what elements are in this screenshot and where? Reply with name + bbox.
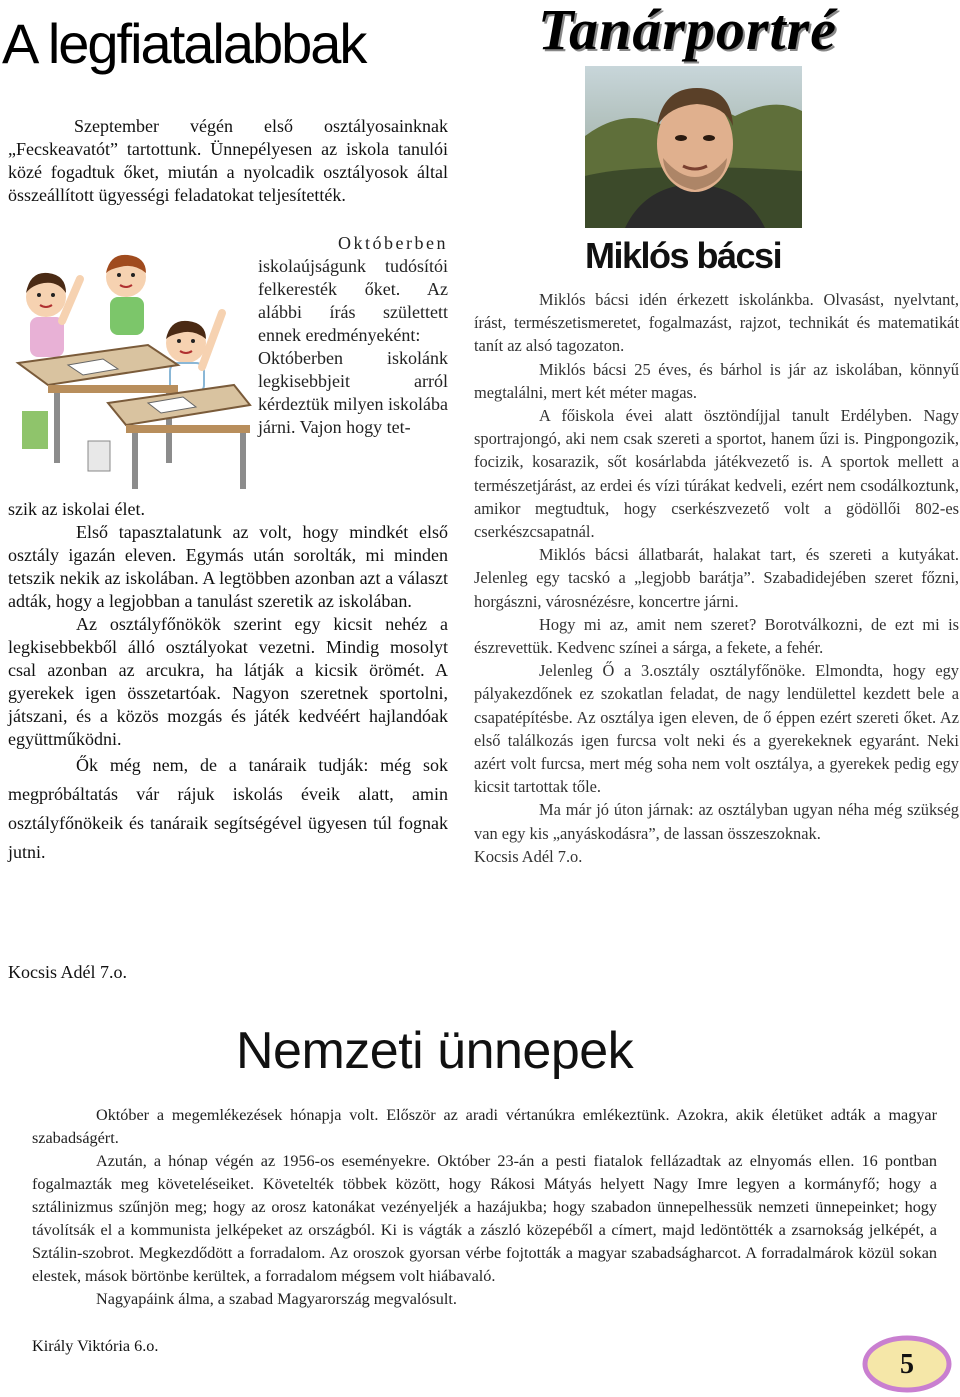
- author-signature-left: Kocsis Adél 7.o.: [8, 962, 127, 982]
- article-intro: [8, 115, 448, 207]
- body-paragraph: Első tapasztalatunk az volt, hogy mindkét első osztály igazán eleven. Egymás után sorolták, mi minden tetszik nekik az iskolában. A legtöbben azonban azt a választ adták, hogy a legjobban a tanulást szeretik az iskolában.: [8, 522, 448, 611]
- body-paragraph: szik az iskolai élet.: [8, 499, 145, 519]
- body-paragraph: Jelenleg Ő a 3.osztály osztályfőnöke. Elmondta, hogy egy pályakezdőnek ez szokatlan feladat, de nagy lendülettel kezdett bele a csapatépítésbe. Az osztálya igen eleven, de ő éppen ezért szereti őket. Az első találkozás igen furcsa volt neki és a gyerekeknek egyaránt. Neki azért volt furcsa, mert még soha nem volt osztálya, a gyerekek pedig egy kicsit tartottak tőle.: [474, 661, 959, 797]
- kids-illustration: [8, 235, 252, 493]
- child-figure: [106, 255, 146, 335]
- body-paragraph: Miklós bácsi állatbarát, halakat tart, és szereti a kutyákat. Jelenleg egy tacskó a „legjobb barátja”. Szabadidejében szeret főzni, horgászni, városnézésre, koncertre járni.: [474, 545, 959, 611]
- body-paragraph: Ma már jó úton járnak: az osztályban ugyan néha még szükség van egy kis „anyáskodásra”, de lassan összeszoknak.: [474, 800, 959, 843]
- teacher-portrait-photo: [585, 66, 802, 228]
- child-figure: [26, 273, 80, 357]
- article-body-right: [474, 288, 959, 868]
- article-title-bottom: Nemzeti ünnepek: [236, 1022, 634, 1080]
- school-desks: [18, 345, 250, 489]
- page-number: 5: [900, 1349, 914, 1380]
- body-paragraph: A főiskola évei alatt ösztöndíjjal tanult Erdélyben. Nagy sportrajongó, aki nem csak szereti a sportot, hanem űzi is. Pingpongozik, focizik, kosarazik, sőt kosárlabda játékvezető is. A sportok mellett a természetjárást, az erdei és vízi túrákat kedveli, ezért nem csodálkoztunk, amikor megtudtuk, hogy cserkészvezető volt a gödöllői 802-es cserkészcsapatnál.: [474, 406, 959, 542]
- wrap-paragraph: iskolaújságunk tudósítói felkeresték őket. Az alábbi írás születtett ennek eredményeként:: [258, 256, 448, 345]
- intro-paragraph: Szeptember végén első osztályosainknak „Fecskeavatót” tartottunk. Ünnepélyesen az iskola tanulói közé fogadtuk őket, miután a nyolcadik osztályosok által összeállított ügyességi feladatokat teljesítették.: [8, 116, 448, 205]
- wrap-paragraph-second: Októberben iskolánk legkisebbjeit arról kérdeztük milyen iskolába járni. Vajon hogy tet-: [258, 348, 448, 437]
- teacher-name-heading: Miklós bácsi: [585, 235, 782, 276]
- author-signature-bottom: Király Viktória 6.o.: [32, 1337, 159, 1355]
- child-figure: [166, 313, 222, 393]
- article-title-left: A legfiatalabbak: [2, 12, 366, 75]
- body-paragraph: Miklós bácsi 25 éves, és bárhol is jár az iskolában, könnyű megtalálni, mert két méter magas.: [474, 359, 959, 402]
- body-paragraph: Ők még nem, de a tanáraik tudják: még sok megpróbáltatás vár rájuk iskolás éveik alatt, amin osztályfőnökeik és tanáraik segítségével ügyesen túl fognak jutni.: [8, 755, 448, 862]
- author-signature-right: Kocsis Adél 7.o.: [474, 846, 583, 866]
- body-paragraph: Miklós bácsi idén érkezett iskolánkba. Olvasást, nyelvtant, írást, természetismeretet, fogalmazást, rajzot, technikát és matematikát tanít az alsó tagozaton.: [474, 290, 959, 356]
- wrap-lead-word: Októberben: [338, 233, 448, 253]
- body-paragraph: Nagyapáink álma, a szabad Magyarország megvalósult.: [96, 1290, 457, 1308]
- body-paragraph: Azután, a hónap végén az 1956-os eseményekre. Október 23-án a pesti fiatalok fellázadtak az elnyomás ellen. 16 pontban fogalmazták meg követeléseiket. Követelték többek között, hogy Rákosi Mátyás helyett Nagy Imre legyen a kormányfő; hogy a sztálinizmus szűnjön meg; hogy az orosz katonákat vezényeljék a hazájukba; hogy szabadon ünnepelhessük nemzeti ünnepeinket; hogy távolítsák el a kommunista jelképeket az országból. Ki is vágták a zászló közepéből a címert, majd ledöntötték a zsarnokság jelképét, a Sztálin-szobrot. Megkezdődött a forradalom. Az oroszok gyorsan vérbe fojtották a magyar szabadságharcot. A forradalmárok közül sokan elestek, mások börtönbe kerültek, a forradalom mégsem volt hiábavaló.: [32, 1152, 937, 1285]
- wrapped-text-block: [258, 232, 448, 439]
- wrap-lead: [258, 232, 448, 255]
- body-paragraph: Hogy mi az, amit nem szeret? Borotválkozni, de ezt mi is észrevettük. Kedvenc színei a sárga, a fekete, a fehér.: [474, 614, 959, 658]
- article-body-left: [8, 498, 448, 867]
- body-paragraph: Az osztályfőnökök szerint egy kicsit nehéz a legkisebbekből álló osztályokat vezetni. Mindig mosolyt csal azonban az arcukra, ha látják a kicsik örömét. A gyerekek igen összetartóak. Nagyon szeretnek sportolni, játszani, és a közös mozgás és játék kedvéért hajlandóak együttműködni.: [8, 614, 448, 749]
- article-body-bottom: [32, 1104, 937, 1311]
- body-paragraph: Október a megemlékezések hónapja volt. Először az aradi vértanúkra emlékeztünk. Azokra, akik életüket adták a magyar szabadságért.: [32, 1106, 937, 1147]
- article-title-right: Tanárportré: [538, 0, 837, 62]
